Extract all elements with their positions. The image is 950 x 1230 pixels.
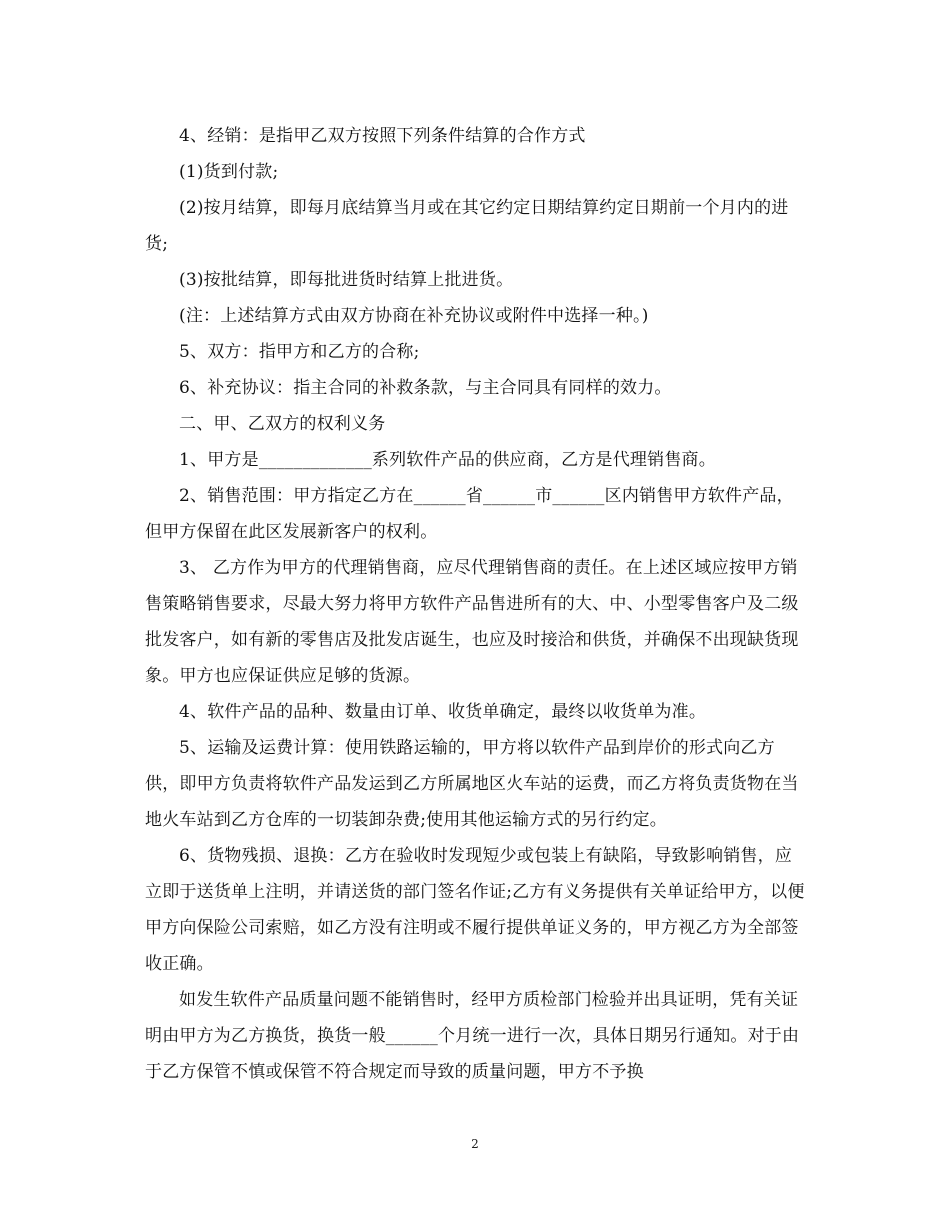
paragraph-monthly-settlement: (2)按月结算，即每月底结算当月或在其它约定日期结算约定日期前一个月内的进货; (145, 198, 789, 254)
page-number: 2 (471, 1137, 479, 1151)
paragraph-agent-responsibility: 3、 乙方作为甲方的代理销售商，应尽代理销售商的责任。在上述区域应按甲方销售策略销售要求，尽最大努力将甲方软件产品售进所有的大、中、小型零售客户及二级批发客户，如有新的零售店及批发店诞生，也应及时接洽和供货，并确保不出现缺货现象。甲方也应保证供应足够的货源。 (145, 558, 799, 686)
paragraph-transport-cost: 5、运输及运费计算：使用铁路运输的，甲方将以软件产品到岸价的形式向乙方供，即甲方负责将软件产品发运到乙方所属地区火车站的运费，而乙方将负责货物在当地火车站到乙方仓库的一切装卸杂费;使用其他运输方式的另行约定。 (145, 738, 799, 830)
paragraph-batch-settlement: (3)按批结算，即每批进货时结算上批进货。 (179, 270, 514, 290)
paragraph-damage-return: 6、货物残损、退换：乙方在验收时发现短少或包装上有缺陷，导致影响销售，应立即于送货单上注明，并请送货的部门签名作证;乙方有义务提供有关单证给甲方，以便甲方向保险公司索赔，如乙方没有注明或不履行提供单证义务的，甲方视乙方为全部签收正确。 (145, 846, 805, 974)
paragraph-product-quantity: 4、软件产品的品种、数量由订单、收货单确定，最终以收货单为准。 (179, 702, 707, 722)
paragraph-sales-scope: 2、销售范围：甲方指定乙方在______省______市______区内销售甲方软件产品，但甲方保留在此区发展新客户的权利。 (145, 486, 794, 542)
paragraph-supplier-role: 1、甲方是_____________系列软件产品的供应商，乙方是代理销售商。 (179, 450, 716, 470)
paragraph-parties-definition: 5、双方：指甲方和乙方的合称; (179, 342, 420, 362)
paragraph-cash-on-delivery: (1)货到付款; (179, 162, 279, 182)
document-body (145, 118, 807, 1090)
paragraph-quality-issue: 如发生软件产品质量问题不能销售时，经甲方质检部门检验并出具证明，凭有关证明由甲方为乙方换货，换货一般______个月统一进行一次，具体日期另行通知。对于由于乙方保管不慎或保管不符合规定而导致的质量问题，甲方不予换 (145, 990, 800, 1082)
paragraph-supplementary-agreement: 6、补充协议：指主合同的补救条款，与主合同具有同样的效力。 (179, 378, 672, 398)
section-heading-rights-obligations: 二、甲、乙双方的权利义务 (179, 414, 386, 434)
paragraph-settlement-definition: 4、经销：是指甲乙双方按照下列条件结算的合作方式 (179, 126, 586, 146)
paragraph-settlement-note: (注：上述结算方式由双方协商在补充协议或附件中选择一种。) (179, 306, 649, 326)
